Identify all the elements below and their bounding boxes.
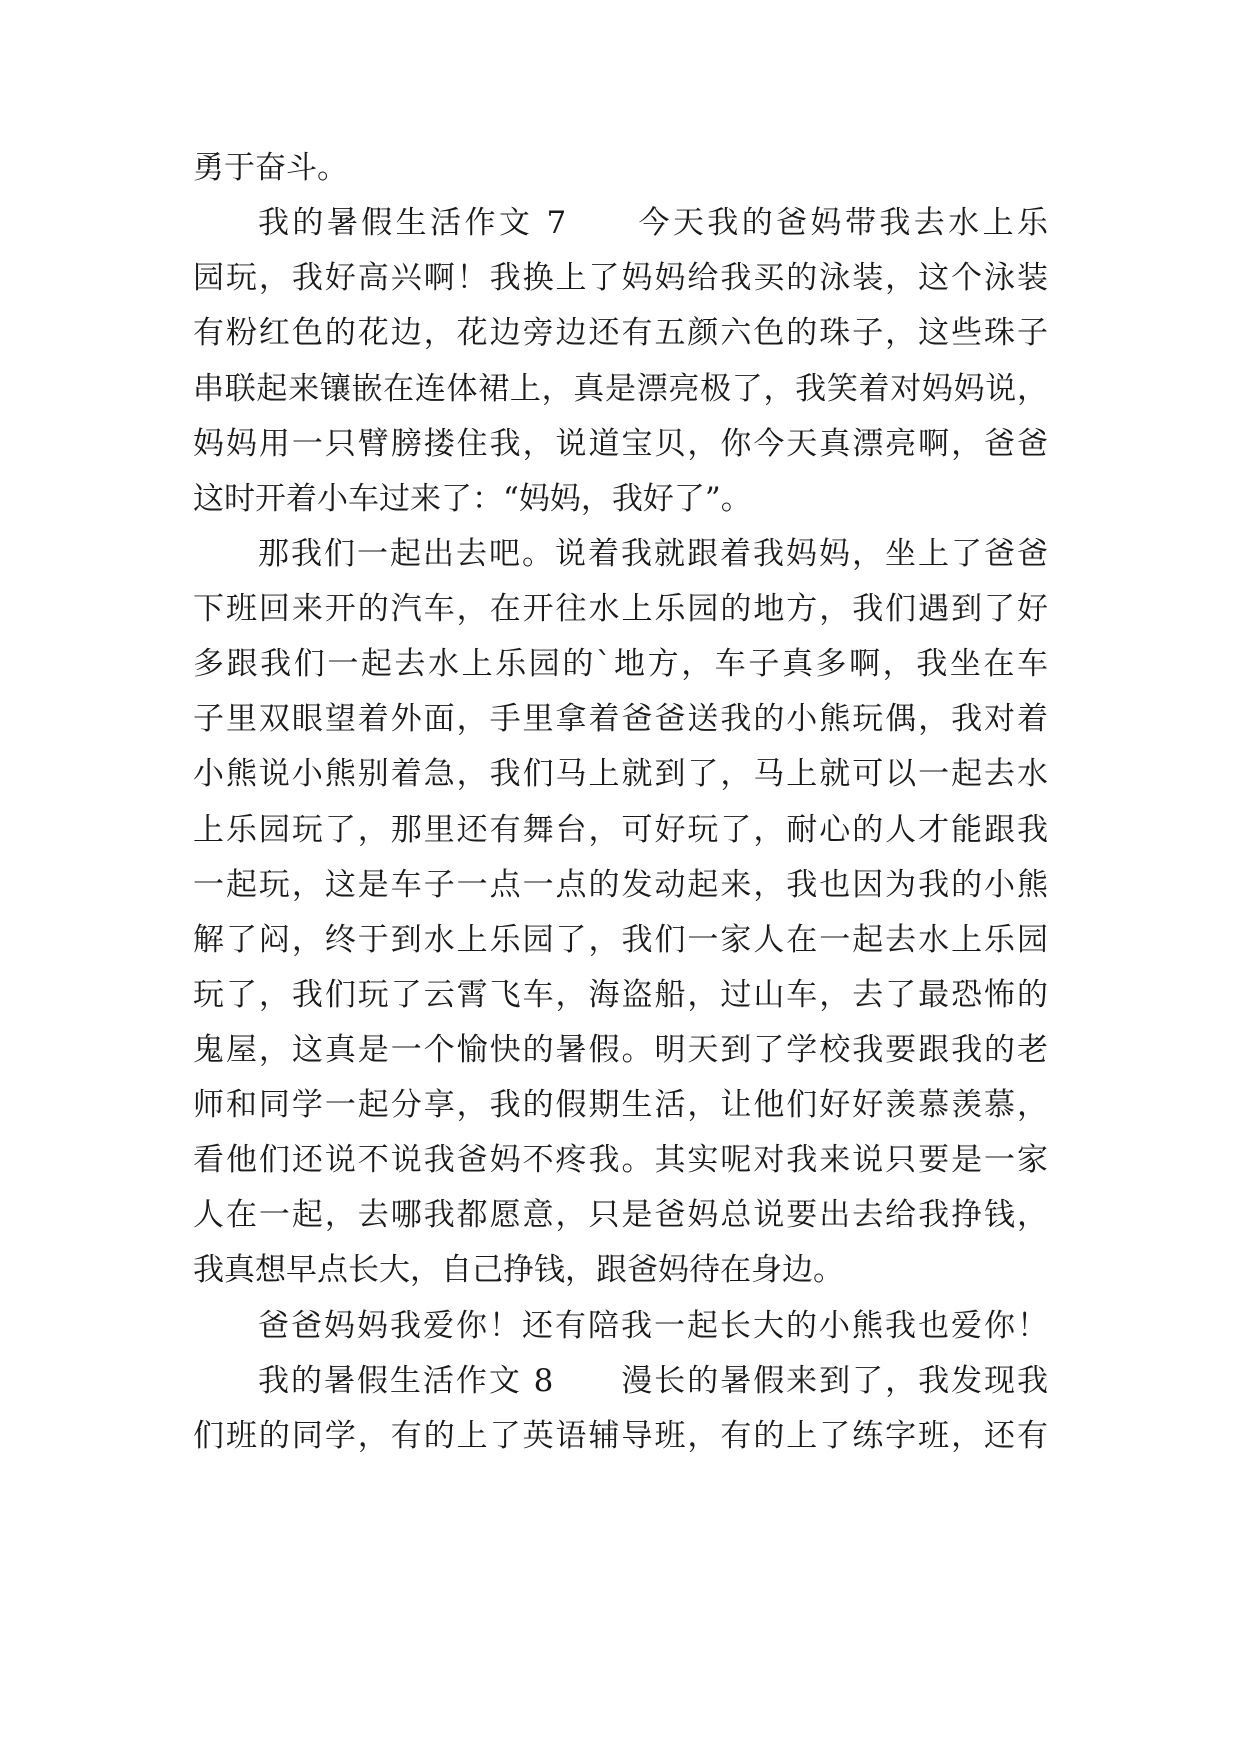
text-line: 园玩，我好高兴啊！我换上了妈妈给我买的泳装，这个泳装 (193, 260, 1048, 296)
text-line: 爸爸妈妈我爱你！还有陪我一起长大的小熊我也爱你！ (258, 1308, 1048, 1344)
text-line: 下班回来开的汽车，在开往水上乐园的地方，我们遇到了好 (193, 591, 1048, 627)
text-line: 玩了，我们玩了云霄飞车，海盗船，过山车，去了最恐怖的 (193, 977, 1048, 1013)
text-line: 小熊说小熊别着急，我们马上就到了，马上就可以一起去水 (193, 756, 1048, 792)
text-line: 多跟我们一起去水上乐园的`地方，车子真多啊，我坐在车 (193, 646, 1048, 682)
text-line: 一起玩，这是车子一点一点的发动起来，我也因为我的小熊 (193, 867, 1048, 903)
text-line: 勇于奋斗。 (193, 150, 348, 186)
text-line: 上乐园玩了，那里还有舞台，可好玩了，耐心的人才能跟我 (193, 812, 1048, 848)
text-line: 子里双眼望着外面，手里拿着爸爸送我的小熊玩偶，我对着 (193, 701, 1048, 737)
text-line: 解了闷，终于到水上乐园了，我们一家人在一起去水上乐园 (193, 922, 1048, 958)
text-line: 师和同学一起分享，我的假期生活，让他们好好羡慕羡慕， (193, 1087, 1048, 1123)
text-line: 妈妈用一只臂膀搂住我，说道宝贝，你今天真漂亮啊，爸爸 (193, 426, 1048, 462)
text-line: 我真想早点长大，自己挣钱，跟爸妈待在身边。 (193, 1252, 844, 1288)
text-line: 看他们还说不说我爸妈不疼我。其实呢对我来说只要是一家 (193, 1142, 1048, 1178)
text-line: 有粉红色的花边，花边旁边还有五颜六色的珠子，这些珠子 (193, 315, 1048, 351)
text-line: 人在一起，去哪我都愿意，只是爸妈总说要出去给我挣钱， (193, 1197, 1048, 1233)
text-line: 这时开着小车过来了：“妈妈，我好了”。 (193, 481, 752, 517)
text-line: 串联起来镶嵌在连体裙上，真是漂亮极了，我笑着对妈妈说， (193, 371, 1048, 407)
text-line: 我的暑假生活作文 7 今天我的爸妈带我去水上乐 (258, 205, 1048, 241)
text-line: 我的暑假生活作文 8 漫长的暑假来到了，我发现我 (258, 1363, 1048, 1399)
text-line: 那我们一起出去吧。说着我就跟着我妈妈，坐上了爸爸 (258, 536, 1048, 572)
text-line: 鬼屋，这真是一个愉快的暑假。明天到了学校我要跟我的老 (193, 1032, 1048, 1068)
text-line: 们班的同学，有的上了英语辅导班，有的上了练字班，还有 (193, 1418, 1048, 1454)
